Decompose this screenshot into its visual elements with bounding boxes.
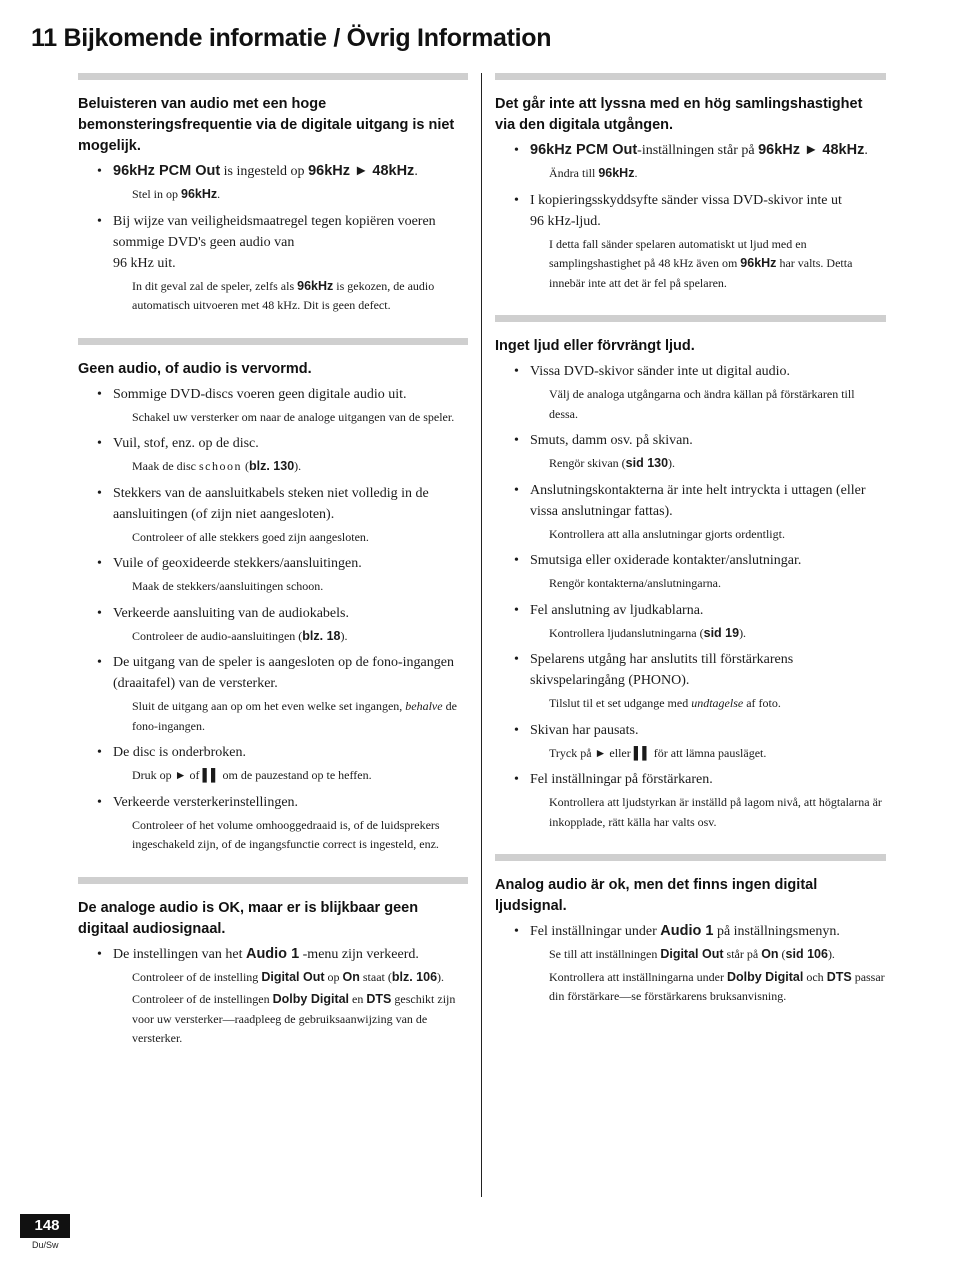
text-run: ). <box>340 628 348 643</box>
page-reference: sid 130 <box>625 456 669 470</box>
list-item <box>495 430 886 474</box>
setting-label: 96kHz ► 48kHz <box>758 142 865 158</box>
page-reference: blz. 106 <box>391 969 438 984</box>
item-remedy <box>530 694 886 714</box>
text-run: och <box>803 969 827 984</box>
setting-label: Dolby Digital <box>726 969 804 984</box>
text-run: en <box>349 992 367 1006</box>
text-run: -inställningen står på <box>637 143 759 158</box>
section-heading: Analog audio är ok, men det finns ingen digital ljudsignal. <box>495 877 818 914</box>
list-item <box>78 161 468 205</box>
bullet-icon: • <box>97 655 102 670</box>
bullet-icon: • <box>514 602 519 618</box>
item-text: Fel inställningar på förstärkaren. <box>530 772 713 787</box>
section-no-digital-du <box>78 877 468 1049</box>
item-text: Stekkers van de aansluitkabels steken niet volledig in de aansluitingen (of zijn niet aangesloten). <box>113 485 429 522</box>
list-item <box>495 480 886 545</box>
bullet-icon: • <box>97 745 102 760</box>
section-no-audio-sw <box>495 315 886 832</box>
setting-label: 96kHz <box>297 278 334 293</box>
setting-label: Digital Out <box>261 969 325 984</box>
list-item <box>78 603 468 647</box>
list-item <box>78 483 468 548</box>
text-run: Rengör skivan ( <box>549 456 626 470</box>
section-heading: Det går inte att lyssna med en hög samlingshastighet via den digitala utgången. <box>495 96 863 133</box>
setting-label: On <box>761 947 779 961</box>
bullet-icon: • <box>514 722 519 738</box>
text-run: -menu zijn verkeerd. <box>299 946 419 962</box>
text-run: Kontrollera ljudanslutningarna ( <box>549 625 704 640</box>
text-run: ). <box>294 459 302 473</box>
list-item <box>495 649 886 714</box>
section-bar <box>495 73 886 80</box>
item-remedy: Druk op ► of ▌▌ om de pauzestand op te heffen. <box>132 768 372 782</box>
item-remedy: Rengör kontakterna/anslutningarna. <box>549 576 721 590</box>
list-item <box>78 742 468 786</box>
item-text <box>530 921 886 942</box>
section-no-audio-du <box>78 338 468 855</box>
setting-label: DTS <box>366 992 392 1006</box>
text-run: . <box>217 187 221 201</box>
right-column <box>495 73 886 1029</box>
item-list <box>78 944 468 1049</box>
text-run: Fel inställningar under <box>530 924 661 939</box>
text-run: af foto. <box>743 696 781 710</box>
item-list <box>78 161 468 316</box>
bullet-icon: • <box>97 386 102 402</box>
text-run: staat ( <box>359 969 392 984</box>
item-text: Anslutningskontakterna är inte helt intryckta i uttagen (eller vissa anslutningar fattas). <box>530 482 866 519</box>
setting-label: 96kHz <box>740 256 777 270</box>
list-item <box>495 140 886 184</box>
item-remedy <box>113 457 468 477</box>
setting-label: 96kHz <box>598 166 635 180</box>
section-heading: De analoge audio is OK, maar er is blijkbaar geen digitaal audiosignaal. <box>78 899 419 937</box>
text-run: Sluit de uitgang aan op om het even welke set ingangen, <box>132 699 406 713</box>
list-item <box>495 921 886 1007</box>
list-item <box>495 769 886 832</box>
item-text: De disc is onderbroken. <box>113 745 246 760</box>
text-run: undtagelse <box>691 696 744 710</box>
text-run: schoon <box>198 459 242 473</box>
item-text: Verkeerde aansluiting van de audiokabels. <box>113 605 349 621</box>
list-item <box>78 384 468 428</box>
section-no-digital-sw <box>495 854 886 1007</box>
text-run: Ändra till <box>549 166 599 180</box>
page-reference: blz. 130 <box>248 459 295 473</box>
left-column <box>78 73 468 1071</box>
item-text: Vuil, stof, enz. op de disc. <box>113 436 259 451</box>
section-bar <box>495 854 886 861</box>
text-run: de fono-ingangen. <box>132 699 457 733</box>
list-item <box>78 211 468 316</box>
item-remedy: Maak de stekkers/aansluitingen schoon. <box>132 579 324 593</box>
bullet-icon: • <box>514 143 519 158</box>
bullet-icon: • <box>514 192 519 208</box>
item-remedy: Tryck på ► eller ▌▌ för att lämna pausläget. <box>549 745 767 760</box>
section-bar <box>78 877 468 884</box>
list-item <box>495 550 886 594</box>
item-remedy <box>113 627 468 647</box>
column-divider <box>481 73 482 1197</box>
item-remedy <box>530 624 886 644</box>
text-run: Controleer of de instelling <box>132 969 262 984</box>
setting-label: DTS <box>826 969 852 984</box>
text-run: is gekozen, de audio automatisch uitvoeren met 48 kHz. Dit is geen defect. <box>132 278 435 312</box>
item-text <box>113 944 468 965</box>
page-reference: sid 19 <box>703 625 740 640</box>
section-bar <box>78 73 468 80</box>
list-item <box>495 361 886 424</box>
list-item <box>78 553 468 597</box>
bullet-icon: • <box>97 794 102 810</box>
bullet-icon: • <box>514 364 519 379</box>
item-text: Smutsiga eller oxiderade kontakter/anslutningar. <box>530 553 802 568</box>
item-list <box>495 140 886 293</box>
item-text-line: I kopieringsskyddsyfte sänder vissa DVD-skivor inte ut <box>530 192 842 208</box>
item-text: Smuts, damm osv. på skivan. <box>530 433 693 448</box>
item-text-line: 96 kHz uit. <box>113 255 176 271</box>
page-title: 11 Bijkomende informatie / Övrig Information <box>31 24 552 52</box>
item-remedy: Schakel uw versterker om naar de analoge uitgangen van de speler. <box>132 409 455 424</box>
item-remedy <box>530 968 886 1007</box>
text-run: Maak de disc <box>132 459 199 473</box>
text-run: Se till att inställningen <box>549 947 661 961</box>
text-run: ). <box>668 456 676 470</box>
setting-label: Dolby Digital <box>272 992 350 1006</box>
item-list <box>78 384 468 855</box>
text-run: ( <box>778 947 786 961</box>
setting-label: On <box>342 969 360 984</box>
text-run: In dit geval zal de speler, zelfs als <box>132 278 298 293</box>
list-item <box>495 720 886 764</box>
setting-label: 96kHz ► 48kHz <box>308 163 415 179</box>
text-run: Tilslut til et set udgange med <box>549 696 692 710</box>
item-remedy: Välj de analoga utgångarna och ändra källan på förstärkaren till dessa. <box>549 387 855 421</box>
item-list <box>495 361 886 832</box>
bullet-icon: • <box>514 433 519 448</box>
item-text <box>113 161 468 182</box>
page-number: 148 <box>20 1214 70 1238</box>
item-text-line: 96 kHz-ljud. <box>530 213 601 229</box>
item-list <box>495 921 886 1007</box>
text-run: ( <box>241 459 249 473</box>
item-remedy <box>113 968 468 988</box>
item-text: De uitgang van de speler is aangesloten op de fono-ingangen (draaitafel) van de versterker. <box>113 655 454 691</box>
setting-label: Digital Out <box>660 947 724 961</box>
item-remedy <box>113 697 468 736</box>
page-reference: blz. 18 <box>302 628 341 643</box>
item-remedy <box>113 990 468 1049</box>
text-run: geschikt zijn voor uw versterker—raadpleeg de gebruiksaanwijzing van de versterker. <box>132 992 456 1045</box>
text-run: . <box>634 166 638 180</box>
bullet-icon: • <box>97 164 102 179</box>
text-run: . <box>864 143 868 158</box>
text-run: ). <box>827 947 835 961</box>
item-text-line: sommige DVD's geen audio van <box>113 234 295 250</box>
language-code: Du/Sw <box>32 1240 59 1250</box>
text-run: is ingesteld op <box>220 164 309 179</box>
item-text: Skivan har pausats. <box>530 722 639 738</box>
list-item <box>495 190 886 294</box>
text-run: ). <box>437 969 445 984</box>
bullet-icon: • <box>514 652 519 667</box>
bullet-icon: • <box>97 436 102 451</box>
bullet-icon: • <box>97 946 102 962</box>
text-run: I detta fall sänder spelaren automatiskt ut ljud med en samplingshastighet på 48 kHz även om <box>549 236 807 270</box>
setting-label: 96kHz PCM Out <box>113 163 221 179</box>
section-heading: Geen audio, of audio is vervormd. <box>78 360 312 377</box>
item-text: Vuile of geoxideerde stekkers/aansluitingen. <box>113 556 362 571</box>
bullet-icon: • <box>97 605 102 621</box>
text-run: De instellingen van het <box>113 946 246 962</box>
item-remedy <box>530 164 886 184</box>
item-text: Spelarens utgång har anslutits till förstärkarens skivspelaringång (PHONO). <box>530 652 794 688</box>
list-item <box>495 600 886 644</box>
item-remedy: Controleer of het volume omhooggedraaid is, of de luidsprekers ingeschakeld zijn, of de ingangsfunctie correct is ingesteld, enz. <box>132 817 440 851</box>
section-bar <box>495 315 886 322</box>
bullet-icon: • <box>514 924 519 939</box>
section-high-sampling-sw <box>495 73 886 293</box>
section-bar <box>78 338 468 345</box>
text-run: Controleer de audio-aansluitingen ( <box>132 628 303 643</box>
text-run: . <box>414 164 418 179</box>
text-run: Stel in op <box>132 187 182 201</box>
text-run: Kontrollera att inställningarna under <box>549 969 727 984</box>
item-text: Vissa DVD-skivor sänder inte ut digital audio. <box>530 364 791 379</box>
item-text <box>530 140 886 161</box>
section-heading: Beluisteren van audio met een hoge bemonsteringsfrequentie via de digitale uitgang is niet mogelijk. <box>78 96 455 154</box>
bullet-icon: • <box>97 485 102 501</box>
text-run: står på <box>723 947 762 961</box>
item-remedy: Kontrollera att alla anslutningar gjorts ordentligt. <box>549 526 785 541</box>
item-text-line: Bij wijze van veiligheidsmaatregel tegen kopiëren voeren <box>113 213 436 229</box>
text-run: passar din förstärkare—se förstärkarens bruksanvisning. <box>549 969 885 1003</box>
bullet-icon: • <box>514 482 519 498</box>
item-remedy <box>113 185 468 205</box>
item-remedy <box>113 277 468 316</box>
section-high-sampling-du <box>78 73 468 316</box>
bullet-icon: • <box>97 556 102 571</box>
item-remedy <box>530 235 886 294</box>
bullet-icon: • <box>514 772 519 787</box>
page-reference: sid 106 <box>785 947 828 961</box>
list-item <box>78 433 468 477</box>
item-remedy: Kontrollera att ljudstyrkan är inställd på lagom nivå, att högtalarna är inkopplade, rätt källa har valts osv. <box>549 795 882 829</box>
section-heading: Inget ljud eller förvrängt ljud. <box>495 338 695 354</box>
text-run: har valts. Detta innebär inte att det är fel på spelaren. <box>549 256 853 290</box>
item-text: Sommige DVD-discs voeren geen digitale audio uit. <box>113 386 407 402</box>
text-run: ). <box>739 625 747 640</box>
item-remedy: Controleer of alle stekkers goed zijn aangesloten. <box>132 529 369 544</box>
setting-label: 96kHz PCM Out <box>530 142 638 158</box>
item-remedy <box>530 945 886 965</box>
text-run: Controleer of de instellingen <box>132 992 273 1006</box>
list-item <box>78 944 468 1049</box>
setting-label: Audio 1 <box>245 945 300 962</box>
bullet-icon: • <box>97 213 102 229</box>
setting-label: Audio 1 <box>660 923 714 939</box>
setting-label: 96kHz <box>181 187 218 201</box>
list-item <box>78 792 468 855</box>
text-run: på inställningsmenyn. <box>713 924 840 939</box>
text-run: behalve <box>405 699 443 713</box>
item-remedy <box>530 454 886 474</box>
list-item <box>78 652 468 736</box>
bullet-icon: • <box>514 553 519 568</box>
item-text: Verkeerde versterkerinstellingen. <box>113 794 299 810</box>
text-run: op <box>324 969 343 984</box>
item-text: Fel anslutning av ljudkablarna. <box>530 602 704 618</box>
